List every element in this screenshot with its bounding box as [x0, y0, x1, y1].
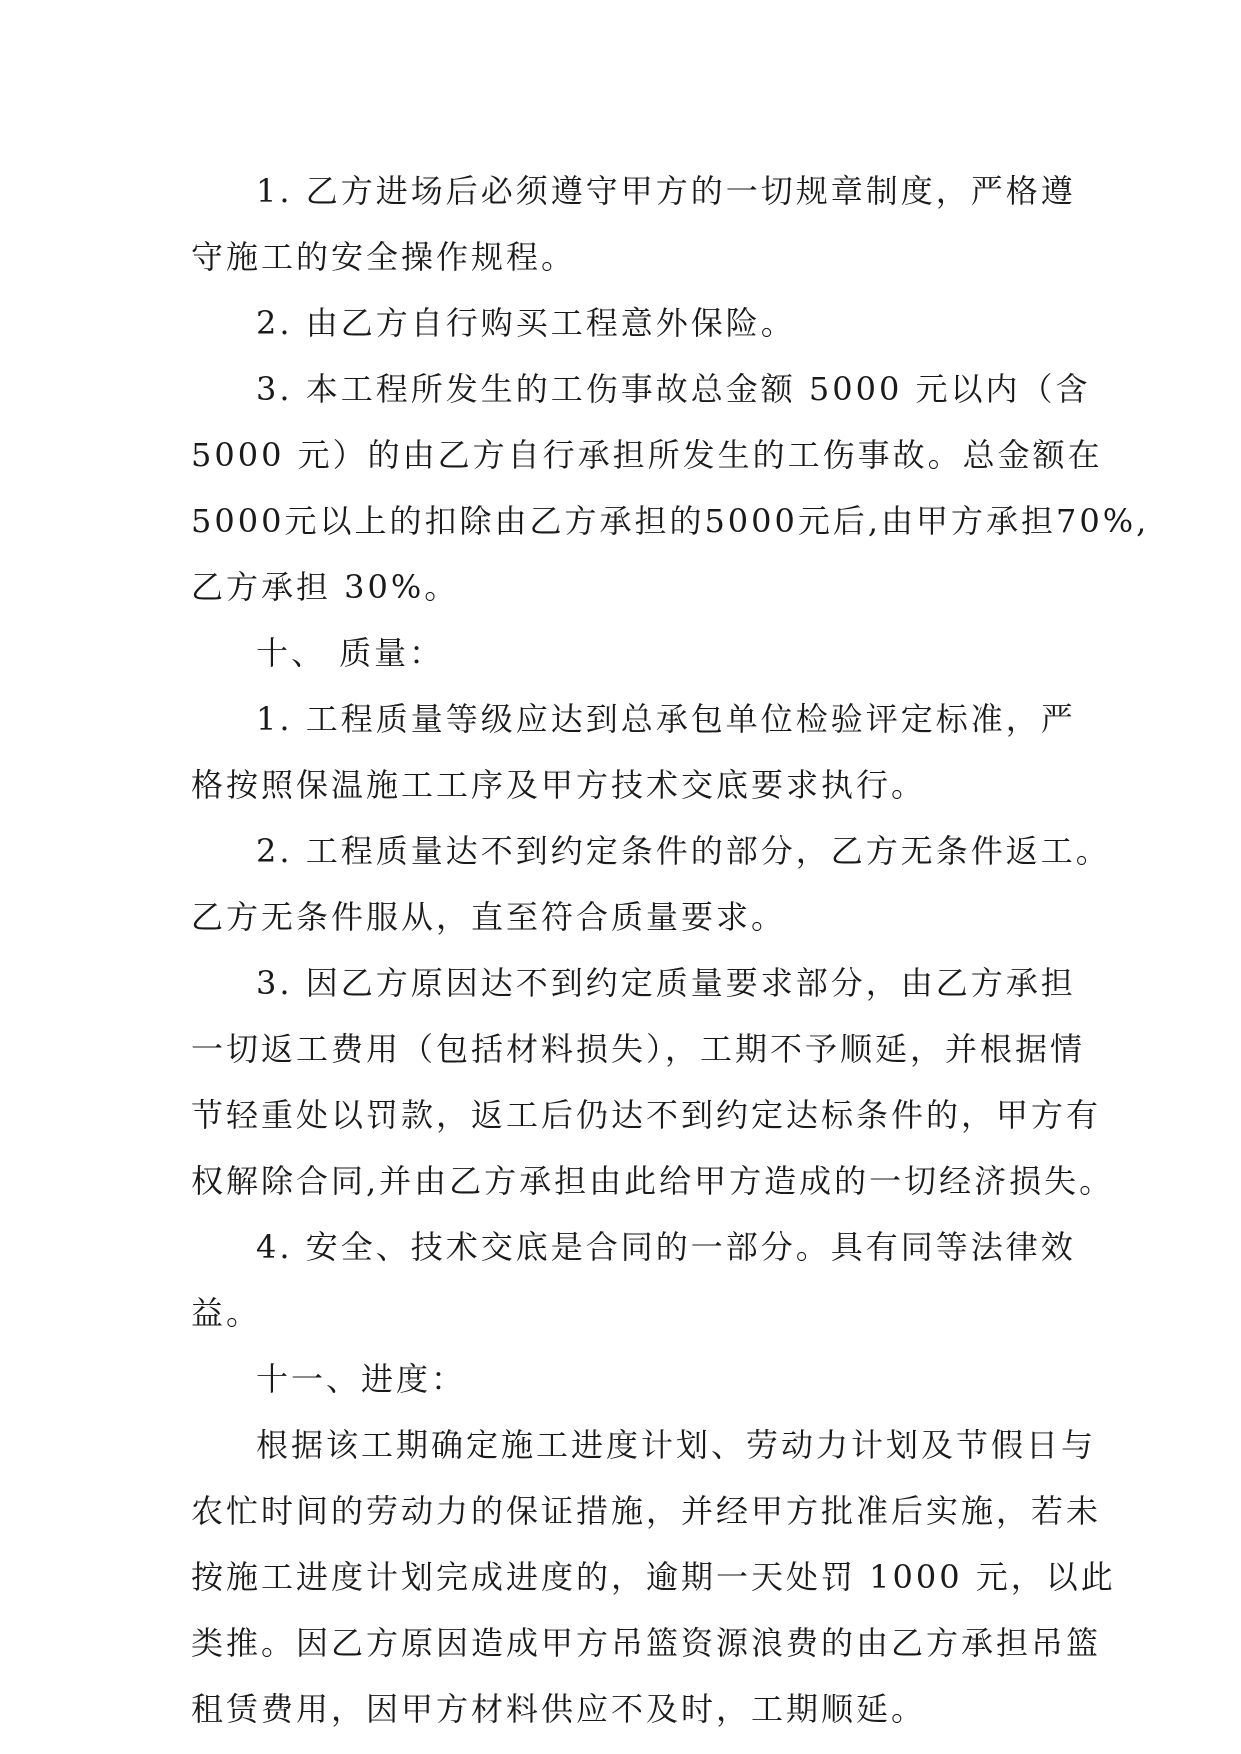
section-10-heading [191, 620, 1051, 686]
text-line: 根据该工期确定施工进度计划、劳动力计划及节假日与 [256, 1426, 1097, 1464]
quality-clause-1-paragraph [191, 686, 1076, 818]
text-line: 类推。因乙方原因造成甲方吊篮资源浪费的由乙方承担吊篮 [191, 1624, 1102, 1662]
text-line: 十一、进度： [256, 1360, 467, 1398]
text-line: 5000元以上的扣除由乙方承担的5000元后,由甲方承担70%, [191, 502, 1150, 540]
text-line: 格按照保温施工工序及甲方技术交底要求执行。 [191, 766, 927, 804]
quality-clause-4-paragraph [191, 1214, 1076, 1346]
text-line: 守施工的安全操作规程。 [191, 238, 577, 276]
text-line: 农忙时间的劳动力的保证措施，并经甲方批准后实施，若未 [191, 1492, 1102, 1530]
clause-3-paragraph [191, 356, 1150, 620]
text-line: 乙方无条件服从，直至符合质量要求。 [191, 898, 787, 936]
quality-clause-3-paragraph [191, 950, 1115, 1214]
document-page [191, 158, 1150, 1742]
text-line: 乙方承担 30%。 [191, 568, 460, 606]
text-line: 1. 乙方进场后必须遵守甲方的一切规章制度，严格遵 [256, 172, 1076, 210]
text-line: 益。 [191, 1294, 262, 1332]
text-line: 4. 安全、技术交底是合同的一部分。具有同等法律效 [256, 1228, 1076, 1266]
text-line: 3. 本工程所发生的工伤事故总金额 5000 元以内（含 [256, 370, 1091, 408]
text-line: 租赁费用，因甲方材料供应不及时，工期顺延。 [191, 1690, 927, 1728]
text-line: 5000 元）的由乙方自行承担所发生的工伤事故。总金额在 [191, 436, 1103, 474]
text-line: 2. 由乙方自行购买工程意外保险。 [256, 304, 796, 342]
text-line: 一切返工费用（包括材料损失），工期不予顺延，并根据情 [191, 1030, 1086, 1068]
schedule-paragraph [191, 1412, 1116, 1742]
quality-clause-2-paragraph [191, 818, 1111, 950]
text-line: 节轻重处以罚款，返工后仍达不到约定达标条件的，甲方有 [191, 1096, 1102, 1134]
text-line: 十、 质量： [256, 634, 445, 672]
text-line: 按施工进度计划完成进度的，逾期一天处罚 1000 元，以此 [191, 1558, 1116, 1596]
section-11-heading [191, 1346, 1051, 1412]
clause-2-paragraph [191, 290, 1051, 356]
text-line: 权解除合同,并由乙方承担由此给甲方造成的一切经济损失。 [191, 1162, 1115, 1200]
text-line: 1. 工程质量等级应达到总承包单位检验评定标准，严 [256, 700, 1076, 738]
text-line: 2. 工程质量达不到约定条件的部分，乙方无条件返工。 [256, 832, 1111, 870]
clause-1-paragraph [191, 158, 1076, 290]
text-line: 3. 因乙方原因达不到约定质量要求部分，由乙方承担 [256, 964, 1076, 1002]
